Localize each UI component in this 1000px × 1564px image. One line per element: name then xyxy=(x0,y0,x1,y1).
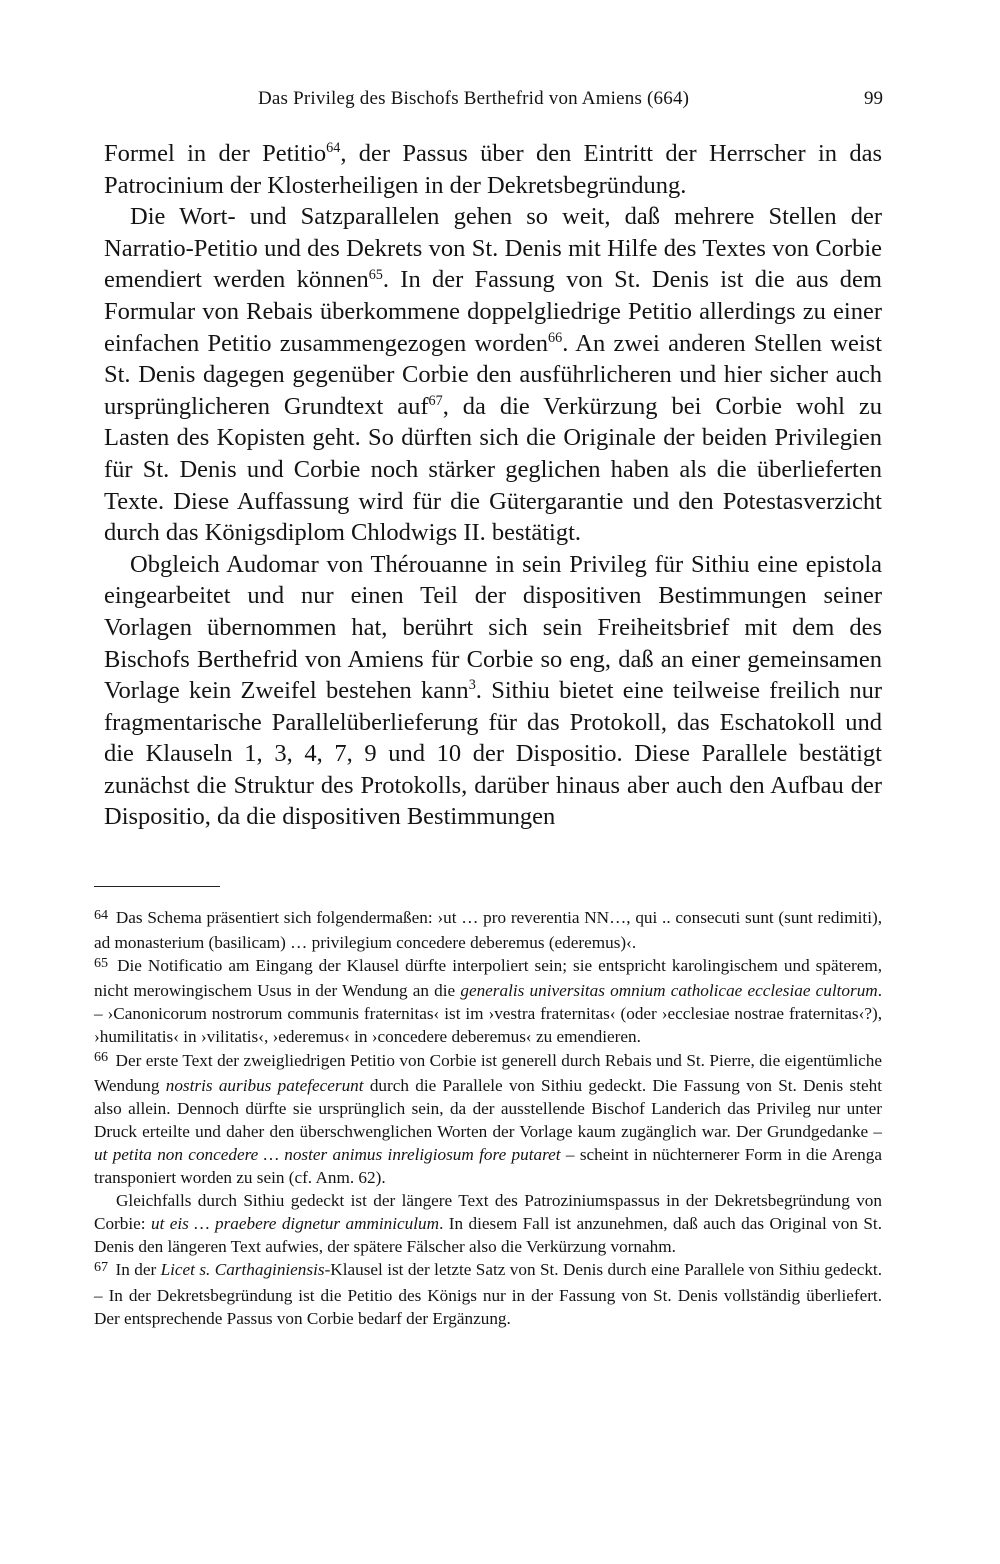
text-run: Die Wort- und Satzparallelen gehen so weit, daß mehrere Stellen der Narratio-Petitio und des Dekrets von St. Denis mit Hilfe des Textes von Corbie emendiert werden können xyxy=(104,203,882,294)
footnote-italic: ut eis … praebere dignetur amminiculum xyxy=(150,1214,440,1234)
footnote-separator xyxy=(94,886,220,887)
footnote-66-continued xyxy=(94,1189,882,1258)
footnote-text: -Klausel ist der letzte Satz von St. Denis durch eine Parallele von Sithiu gedeckt. – In der Dekretsbegründung ist die Petitio des Königs nur in der Fassung von St. Denis vollständig überliefert. Der entsprechende Passus von Corbie bedarf der Ergänzung. xyxy=(94,1260,882,1328)
footnote-text: . In diesem Fall ist anzunehmen, daß auch das Original von St. Denis den längeren Text aufwies, der spätere Fälscher also die Verkürzung vornahm. xyxy=(94,1214,882,1257)
text-run: . Sithiu bietet eine teilweise freilich nur fragmentarische Parallelüberlieferung für das Protokoll, das Eschatokoll und die Klauseln 1, 3, 4, 7, 9 und 10 der Dispositio. Diese Parallele bestätigt zunächst die Struktur des Protokolls, darüber hinaus aber auch den Aufbau der Dispositio, da die dispositiven Bestimmungen xyxy=(104,677,883,831)
footnote-67 xyxy=(94,1258,882,1329)
text-run: , der Passus über den Eintritt der Herrscher in das Patrocinium der Klosterheiligen in der Dekretsbegründung. xyxy=(104,140,882,199)
footnote-64 xyxy=(94,906,882,954)
text-run: . In der Fassung von St. Denis ist die aus dem Formular von Rebais überkommene doppelgliedrige Petitio allerdings zu einer einfachen Petitio zusammengezogen worden xyxy=(104,266,882,357)
text-run: , da die Verkürzung bei Corbie wohl zu Lasten des Kopisten geht. So dürften sich die Originale der beiden Privilegien für St. Denis und Corbie noch stärker geglichen haben als die überlieferten Texte. Diese Auffassung wird für die Gütergarantie und den Potestasverzicht durch das Königsdiplom Chlodwigs II. bestätigt. xyxy=(104,392,882,547)
footnote-ref-67: 67 xyxy=(428,392,443,409)
footnote-italic: nostris auribus patefecerunt xyxy=(165,1075,364,1095)
footnote-italic: generalis universitas omnium catholicae ecclesiae cultorum xyxy=(460,981,878,1001)
text-run: . An zwei anderen Stellen weist St. Denis dagegen gegenüber Corbie den ausführlicheren und hier sicher auch ursprünglicheren Grundtext auf xyxy=(104,329,883,420)
footnote-text: – scheint in nüchternerer Form in die Arenga transponiert worden zu sein (cf. Anm. 62). xyxy=(94,1144,882,1188)
footnote-text: Gleichfalls durch Sithiu gedeckt ist der längere Text des Patroziniumspassus in der Dekretsbegründung von Corbie: xyxy=(94,1191,882,1234)
footnote-number: 66 xyxy=(94,1049,109,1066)
footnote-66 xyxy=(94,1049,882,1190)
footnote-ref-66: 66 xyxy=(548,329,563,346)
running-title: Das Privileg des Bischofs Berthefrid von Amiens (664) xyxy=(258,88,690,109)
footnote-text: Die Notificatio am Eingang der Klausel dürfte interpoliert sein; sie entspricht karolingischem und späterem, nicht merowingischem Usus in der Wendung an die xyxy=(94,956,882,1001)
footnote-65 xyxy=(94,954,882,1048)
footnote-text: durch die Parallele von Sithiu gedeckt. Die Fassung von St. Denis steht also allein. Dennoch dürfte sie ursprünglich sein, da der ausstellende Bischof Landerich das Privileg nur unter Druck erteilte und daher den überschwenglichen Worten der Vorlage kaum zugänglich war. Der Grundgedanke – xyxy=(94,1075,882,1141)
footnote-italic: ut petita non concedere … noster animus inreligiosum fore putaret xyxy=(94,1144,561,1164)
paragraph-3 xyxy=(104,549,882,833)
paragraph-2 xyxy=(104,201,882,549)
page-number: 99 xyxy=(864,88,883,109)
footnote-text: . – ›Canonicorum nostrorum communis fraternitas‹ ist im ›vestra fraternitas‹ (oder ›ecclesiae nostrae fraternitas‹?), ›humilitatis‹ in ›vilitatis‹, ›ederemus‹ in ›concedere deberemus‹ zu emendieren. xyxy=(94,981,883,1047)
footnote-text: Das Schema präsentiert sich folgendermaßen: ›ut … pro reverentia NN…, qui .. consecuti sunt (sunt redimiti), ad monasterium (basilicam) … privilegium concedere deberemus (ederemus)‹. xyxy=(94,908,882,953)
text-run: Obgleich Audomar von Thérouanne in sein Privileg für Sithiu eine epistola eingearbeitet und nur einen Teil der dispositiven Bestimmungen seiner Vorlagen übernommen hat, berührt sich sein Freiheitsbrief mit dem des Bischofs Berthefrid von Amiens für Corbie so eng, daß an einer gemeinsamen Vorlage kein Zweifel bestehen kann xyxy=(104,550,882,705)
text-run: Formel in der Petitio xyxy=(104,140,327,167)
footnote-ref-3: 3 xyxy=(468,677,476,694)
paragraph-1 xyxy=(104,138,882,201)
footnotes xyxy=(94,906,882,1330)
footnote-ref-65: 65 xyxy=(368,266,383,283)
footnote-number: 64 xyxy=(94,906,109,923)
footnote-text: In der xyxy=(115,1260,161,1280)
main-text xyxy=(104,138,882,833)
footnote-ref-64: 64 xyxy=(326,140,341,157)
footnote-text: Der erste Text der zweigliedrigen Petitio von Corbie ist generell durch Rebais und St. Pierre, die eigentümliche Wendung xyxy=(94,1050,883,1095)
footnote-number: 65 xyxy=(94,954,109,971)
footnote-italic: Licet s. Carthaginiensis xyxy=(160,1260,325,1280)
footnote-number: 67 xyxy=(94,1258,109,1275)
